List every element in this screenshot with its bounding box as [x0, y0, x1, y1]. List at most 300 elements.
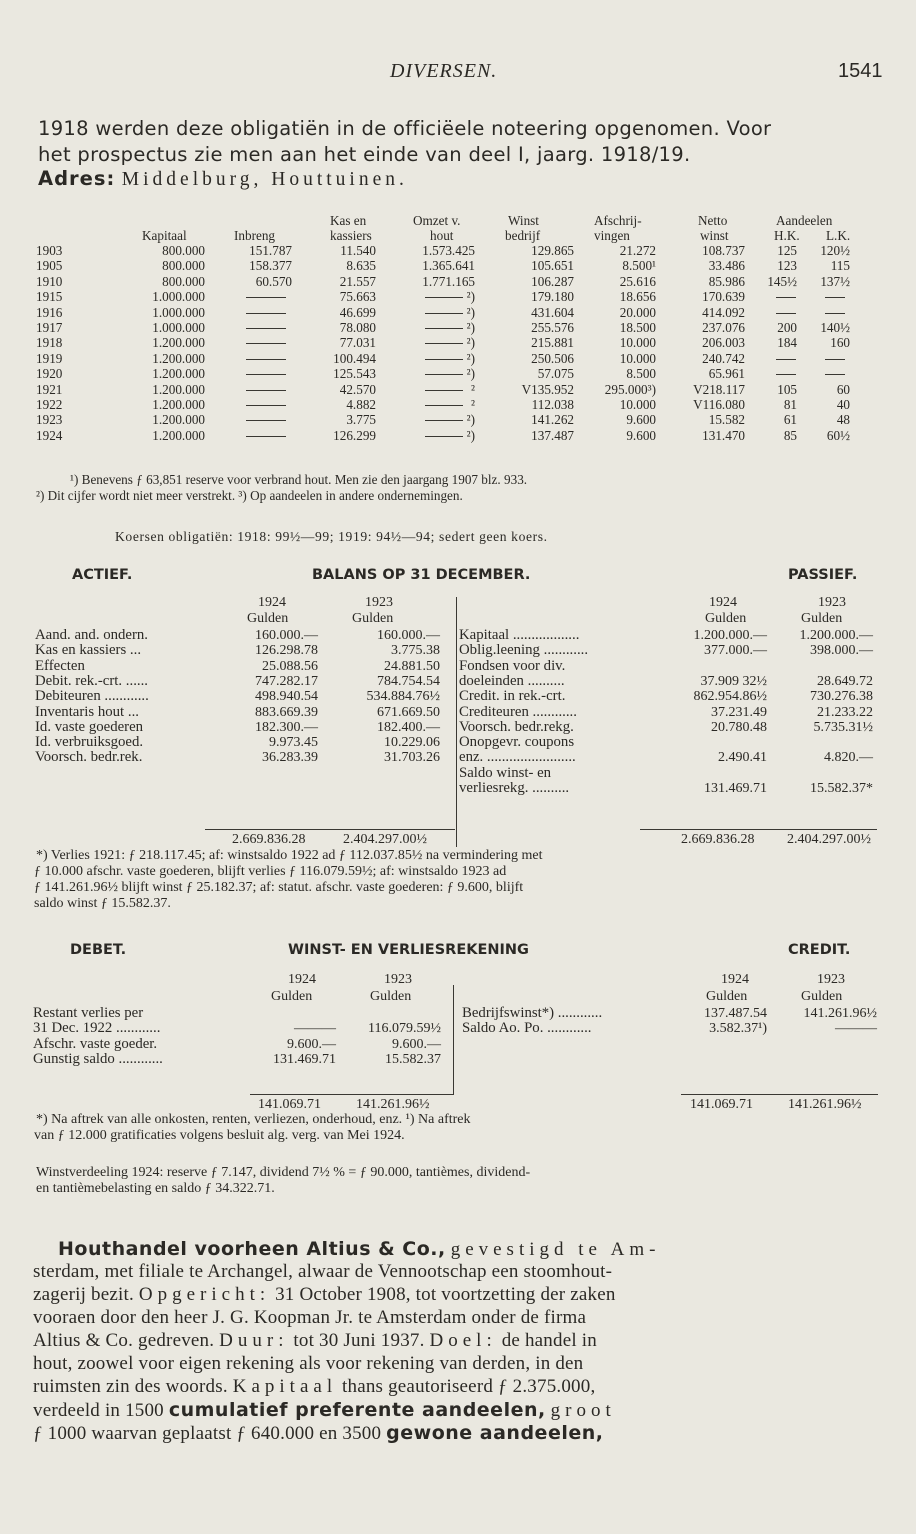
bal-gulden-a: Gulden — [247, 611, 289, 626]
dash-rule — [425, 328, 463, 329]
cell-omz: 1.771.165 — [422, 273, 475, 289]
liability-row-value-b: 398.000.— — [810, 643, 873, 659]
liability-row-value-a: 37.909 32½ — [700, 673, 767, 689]
asset-row-label: Id. vaste goederen — [35, 718, 144, 735]
asset-row-value-a: 25.088.56 — [262, 658, 318, 674]
asset-row-value-a: 182.300.— — [255, 719, 318, 735]
cell-year: 1916 — [36, 304, 63, 320]
company-para-line-4: vooraen door den heer J. G. Koopman Jr. te Amsterdam onder de firma — [33, 1307, 587, 1328]
table-note-2: ²) Dit cijfer wordt niet meer verstrekt. ³) Op aandeelen in andere ondernemingen. — [36, 488, 463, 503]
cell-year: 1924 — [36, 427, 63, 443]
liability-row-value-a: 377.000.— — [704, 643, 767, 659]
cell-win: 179.180 — [531, 289, 574, 305]
cell-lk: 160 — [830, 335, 850, 351]
cell-net: 33.486 — [708, 258, 745, 274]
company-para-line-9 — [33, 1422, 603, 1445]
pl-total-rule-left — [250, 1094, 453, 1095]
profit-distribution-2: en tantièmebelasting en saldo ƒ 34.322.71. — [36, 1181, 275, 1196]
running-title: DIVERSEN. — [390, 60, 498, 82]
cell-kas: 11.540 — [340, 243, 376, 258]
cell-year: 1917 — [36, 320, 63, 335]
liability-row-value-b: 28.649.72 — [817, 673, 873, 689]
pl-right-title: CREDIT. — [788, 942, 851, 958]
bal-total-left-a: 2.669.836.28 — [232, 832, 306, 847]
table-note-1: ¹) Benevens ƒ 63,851 reserve voor verbrand hout. Men zie den jaargang 1907 blz. 933. — [70, 472, 528, 487]
liability-row-label: doeleinden .......... — [459, 672, 565, 689]
asset-row-label: Debit. rek.-crt. ...... — [35, 672, 148, 689]
cell-afs: 21.272 — [619, 243, 656, 258]
label-duur: Duur: — [219, 1330, 289, 1351]
asset-row-label: Aand. and. ondern. — [35, 627, 148, 643]
cell-lk: 140½ — [820, 320, 850, 335]
dash-rule — [246, 390, 286, 391]
balance-title: BALANS OP 31 DECEMBER. — [312, 567, 531, 583]
pl-divider — [453, 985, 454, 1095]
credit-row-label: Saldo Ao. Po. ............ — [462, 1020, 592, 1037]
dash-rule — [246, 405, 286, 406]
asset-row-value-a: 498.940.54 — [255, 689, 318, 705]
dash-rule — [776, 374, 796, 375]
cell-kas: 42.570 — [339, 381, 376, 397]
pl-year-a: 1924 — [288, 972, 316, 987]
cell-lk: 115 — [830, 258, 850, 274]
col-head-kas-1: Kas en — [330, 213, 367, 228]
credit-row-label: Bedrijfswinst*) ............ — [462, 1005, 603, 1021]
asset-row-label: Debiteuren ............ — [35, 688, 149, 705]
company-text: verdeeld in 1500 — [33, 1400, 164, 1421]
asset-row-value-b: 160.000.— — [377, 628, 440, 643]
cell-inb: 158.377 — [249, 258, 292, 274]
cell-hk: 145½ — [767, 273, 797, 289]
asset-row-label: Id. verbruiksgoed. — [35, 734, 144, 751]
cell-hk: 85 — [783, 427, 797, 443]
cell-omz: ² — [471, 381, 475, 397]
asset-row-value-b: 534.884.76½ — [366, 689, 440, 705]
common-shares-term: gewone aandeelen, — [386, 1422, 604, 1444]
asset-row-value-a: 9.973.45 — [269, 735, 318, 751]
cell-year: 1905 — [36, 258, 63, 274]
address-label: Adres: — [38, 167, 116, 190]
cell-year: 1915 — [36, 289, 63, 305]
cell-kap: 1.200.000 — [152, 381, 205, 397]
dash-rule — [246, 374, 286, 375]
asset-row-label: Inventaris hout ... — [35, 703, 139, 720]
asset-row-value-b: 10.229.06 — [384, 735, 440, 751]
cell-year: 1923 — [36, 412, 63, 428]
asset-row-label: Voorsch. bedr.rek. — [35, 749, 143, 766]
bal-year-b-right: 1923 — [818, 595, 846, 610]
cell-net: 131.470 — [702, 427, 745, 443]
cell-hk: 61 — [783, 412, 797, 428]
credit-row-value-b: 141.261.96½ — [803, 1006, 877, 1021]
dash-rule — [425, 436, 463, 437]
col-head-hk: H.K. — [774, 228, 800, 243]
dash-rule — [825, 374, 845, 375]
debit-row-label: Afschr. vaste goeder. — [33, 1035, 158, 1052]
col-head-netto-2: winst — [700, 228, 729, 243]
credit-row-value-b: ——— — [835, 1021, 877, 1037]
cell-kap: 1.000.000 — [152, 304, 205, 320]
pl-total-left-a: 141.069.71 — [258, 1097, 321, 1112]
company-para-line-1 — [58, 1238, 661, 1261]
company-text: groot — [550, 1400, 616, 1421]
asset-row-value-a: 36.283.39 — [262, 750, 318, 766]
pl-gulden-b-right: Gulden — [801, 989, 843, 1004]
col-head-omzet-2: hout — [430, 228, 454, 243]
col-head-kas-2: kassiers — [330, 228, 372, 243]
bal-gulden-a-right: Gulden — [705, 611, 747, 626]
dash-rule — [246, 420, 286, 421]
intro-line-2: het prospectus zie men aan het einde van deel I, jaarg. 1918/19. — [38, 143, 691, 166]
company-para-line-3 — [33, 1284, 616, 1306]
cell-kap: 800.000 — [162, 273, 205, 289]
bal-gulden-b: Gulden — [352, 611, 394, 626]
bal-gulden-b-right: Gulden — [801, 611, 843, 626]
asset-row-value-b: 31.703.26 — [384, 750, 440, 766]
cell-kas: 4.882 — [346, 397, 376, 412]
dash-rule — [246, 313, 286, 314]
cell-lk: 137½ — [820, 273, 850, 289]
liability-row-label: Voorsch. bedr.rekg. — [459, 718, 574, 735]
balance-right-title: PASSIEF. — [788, 567, 858, 583]
dash-rule — [246, 343, 286, 344]
company-text: tot 30 Juni 1937. — [293, 1330, 425, 1351]
bal-total-right-b: 2.404.297.00½ — [787, 832, 871, 847]
pl-note-2: van ƒ 12.000 gratificaties volgens besluit alg. verg. van Mei 1924. — [34, 1128, 405, 1143]
company-text: ruimsten zin des woords. — [33, 1376, 228, 1397]
pl-gulden-a: Gulden — [271, 989, 313, 1004]
col-head-inbreng: Inbreng — [234, 228, 276, 243]
cell-afs: 18.500 — [619, 320, 656, 335]
cell-omz: ²) — [466, 350, 475, 366]
cell-afs: 9.600 — [626, 412, 656, 428]
cell-net: V218.117 — [693, 381, 745, 397]
page-number: 1541 — [838, 60, 883, 82]
asset-row-value-a: 883.669.39 — [255, 704, 318, 720]
cell-kas: 125.543 — [333, 366, 376, 382]
company-seat: gevestigd te Am- — [450, 1239, 661, 1260]
cell-hk: 123 — [777, 258, 797, 274]
liability-row-label: Saldo winst- en — [459, 764, 552, 781]
col-head-winst-1: Winst — [508, 213, 539, 228]
pl-title: WINST- EN VERLIESREKENING — [288, 942, 529, 958]
cell-kas: 100.494 — [333, 350, 376, 366]
cell-afs: 8.500¹ — [622, 258, 656, 274]
company-text: 31 October 1908, tot voortzetting der zaken — [275, 1284, 616, 1305]
liability-row-value-b: 15.582.37* — [810, 781, 873, 796]
company-name: Houthandel voorheen Altius & Co., — [58, 1238, 446, 1260]
cell-win: 137.487 — [531, 427, 574, 443]
debit-row-label: Restant verlies per — [33, 1005, 144, 1021]
col-head-kapitaal: Kapitaal — [142, 228, 187, 243]
dash-rule — [425, 374, 463, 375]
dash-rule — [776, 297, 796, 298]
liability-row-label: Fondsen voor div. — [459, 657, 566, 674]
cell-lk: 60 — [836, 381, 850, 397]
pl-total-rule-right — [681, 1094, 878, 1095]
bal-year-a-right: 1924 — [709, 595, 737, 610]
debit-row-value-a: 9.600.— — [287, 1036, 336, 1052]
cell-omz: ²) — [466, 335, 475, 351]
dash-rule — [246, 359, 286, 360]
liability-row-value-b: 21.233.22 — [817, 704, 873, 720]
debit-row-value-b: 15.582.37 — [385, 1051, 441, 1067]
balance-divider — [456, 597, 457, 829]
cell-afs: 295.000³) — [604, 381, 656, 397]
cell-net: 237.076 — [702, 320, 745, 335]
liability-row-label: Kapitaal .................. — [459, 627, 580, 643]
credit-row-value-a: 3.582.37¹) — [709, 1021, 767, 1037]
cell-afs: 10.000 — [619, 397, 656, 412]
liability-row-value-a: 2.490.41 — [718, 750, 767, 766]
liability-row-value-a: 131.469.71 — [704, 781, 767, 796]
cell-hk: 105 — [777, 381, 797, 397]
liability-row-label: enz. ........................ — [459, 749, 576, 766]
cell-afs: 9.600 — [626, 427, 656, 443]
cell-kas: 77.031 — [339, 335, 376, 351]
balance-note-3: ƒ 141.261.96½ blijft winst ƒ 25.182.37; af: statut. afschr. vaste goederen: ƒ 9.600, blijft — [34, 880, 524, 895]
cell-win: 215.881 — [531, 335, 574, 351]
asset-row-value-b: 671.669.50 — [377, 704, 440, 720]
dash-rule — [425, 343, 463, 344]
balance-divider-total — [456, 829, 457, 847]
cell-kap: 1.200.000 — [152, 366, 205, 382]
cell-win: 106.287 — [531, 273, 574, 289]
asset-row-label: Kas en kassiers ... — [35, 642, 142, 659]
pl-year-b-right: 1923 — [817, 972, 845, 987]
cell-net: 206.003 — [702, 335, 745, 351]
cell-afs: 20.000 — [619, 304, 656, 320]
cell-kap: 1.200.000 — [152, 397, 205, 412]
dash-rule — [825, 359, 845, 360]
cell-net: 65.961 — [708, 366, 745, 382]
cell-win: 431.604 — [531, 304, 574, 320]
liability-row-value-a: 1.200.000.— — [693, 628, 767, 643]
cell-hk: 200 — [777, 320, 797, 335]
cell-omz: ²) — [466, 412, 475, 428]
cell-kas: 75.663 — [339, 289, 376, 305]
asset-row-value-a: 747.282.17 — [255, 673, 318, 689]
cell-win: 141.262 — [531, 412, 574, 428]
pl-total-right-b: 141.261.96½ — [788, 1097, 862, 1112]
debit-row-label: 31 Dec. 1922 ............ — [33, 1020, 161, 1037]
company-text: de handel in — [501, 1330, 597, 1351]
dash-rule — [246, 328, 286, 329]
debit-row-value-a: ——— — [294, 1021, 336, 1037]
cell-afs: 25.616 — [619, 273, 656, 289]
cell-inb: 60.570 — [255, 273, 292, 289]
cell-win: 112.038 — [531, 397, 574, 412]
pl-year-b: 1923 — [384, 972, 412, 987]
address-line — [38, 167, 408, 191]
asset-row-value-b: 24.881.50 — [384, 658, 440, 674]
cell-net: 414.092 — [702, 304, 745, 320]
label-kapitaal: Kapitaal — [232, 1376, 338, 1397]
cell-kap: 1.200.000 — [152, 335, 205, 351]
balance-left-title: ACTIEF. — [72, 567, 133, 583]
pl-left-title: DEBET. — [70, 942, 127, 958]
balance-total-rule-left — [205, 829, 455, 830]
dash-rule — [246, 436, 286, 437]
cell-hk: 125 — [777, 243, 797, 258]
liability-row-value-b: 730.276.38 — [810, 689, 873, 705]
cell-net: 240.742 — [702, 350, 745, 366]
pl-gulden-a-right: Gulden — [706, 989, 748, 1004]
intro-line-1: 1918 werden deze obligatiën in de officiëele noteering opgenomen. Voor — [38, 117, 772, 140]
company-para-line-6: hout, zoowel voor eigen rekening als voor rekening van derden, in den — [33, 1353, 584, 1374]
cell-year: 1918 — [36, 335, 63, 351]
company-para-line-5 — [33, 1330, 597, 1352]
cell-year: 1921 — [36, 381, 63, 397]
liability-row-label: Credit. in rek.-crt. — [459, 688, 566, 705]
dash-rule — [425, 313, 463, 314]
cell-omz: ²) — [466, 366, 475, 382]
debit-row-value-b: 116.079.59½ — [368, 1021, 441, 1037]
dash-rule — [425, 420, 463, 421]
pl-gulden-b: Gulden — [370, 989, 412, 1004]
dash-rule — [425, 405, 463, 406]
cell-kap: 800.000 — [162, 243, 205, 258]
bal-year-b: 1923 — [365, 595, 393, 610]
cell-net: 85.986 — [708, 273, 745, 289]
debit-row-label: Gunstig saldo ............ — [33, 1050, 163, 1067]
col-head-lk: L.K. — [826, 228, 851, 243]
cell-kap: 1.200.000 — [152, 412, 205, 428]
cell-kas: 46.699 — [339, 304, 376, 320]
cell-year: 1910 — [36, 273, 63, 289]
col-head-afschr-1: Afschrij- — [594, 213, 642, 228]
col-head-winst-2: bedrijf — [505, 228, 541, 243]
debit-row-value-b: 9.600.— — [392, 1036, 441, 1052]
cell-kas: 21.557 — [339, 273, 376, 289]
balance-note-4: saldo winst ƒ 15.582.37. — [34, 896, 171, 911]
asset-row-value-b: 784.754.54 — [377, 673, 440, 689]
cell-omz: ²) — [466, 304, 475, 320]
cell-hk: 81 — [783, 397, 797, 412]
dash-rule — [425, 297, 463, 298]
cell-afs: 8.500 — [626, 366, 656, 382]
cell-omz: ² — [471, 397, 475, 412]
col-head-aand: Aandeelen — [776, 213, 833, 228]
cell-kas: 78.080 — [339, 320, 376, 335]
col-head-omzet-1: Omzet v. — [413, 213, 461, 228]
cell-kas: 3.775 — [346, 412, 376, 428]
col-head-netto-1: Netto — [698, 213, 728, 228]
liability-row-value-a: 37.231.49 — [711, 704, 767, 720]
label-doel: Doel: — [429, 1330, 497, 1351]
cell-kas: 8.635 — [346, 258, 376, 274]
liability-row-label: Oblig.leening ............ — [459, 642, 589, 659]
cell-win: V135.952 — [521, 381, 574, 397]
cell-net: 15.582 — [708, 412, 745, 428]
cell-lk: 120½ — [820, 243, 850, 258]
cell-win: 250.506 — [531, 350, 574, 366]
cell-kap: 1.200.000 — [152, 427, 205, 443]
liability-row-value-a: 862.954.86½ — [693, 689, 767, 705]
liability-row-label: verliesrekg. .......... — [459, 780, 570, 796]
liability-row-label: Crediteuren ............ — [459, 703, 577, 720]
bal-total-right-a: 2.669.836.28 — [681, 832, 755, 847]
pl-total-right-a: 141.069.71 — [690, 1097, 753, 1112]
asset-row-value-b: 3.775.38 — [391, 643, 440, 659]
cell-net: 108.737 — [702, 243, 745, 258]
address-value: Middelburg, Houttuinen. — [121, 169, 408, 190]
liability-row-value-b: 5.735.31½ — [813, 719, 873, 735]
asset-row-value-a: 160.000.— — [255, 628, 318, 643]
company-text: ƒ 1000 waarvan geplaatst ƒ 640.000 en 3500 — [33, 1423, 382, 1444]
cell-afs: 10.000 — [619, 350, 656, 366]
cell-kap: 1.000.000 — [152, 289, 205, 305]
bal-year-a: 1924 — [258, 595, 286, 610]
company-para-line-7 — [33, 1376, 595, 1398]
cell-omz: 1.365.641 — [422, 258, 475, 274]
balance-note-2: ƒ 10.000 afschr. vaste goederen, blijft verlies ƒ 116.079.59½; af: winstsaldo 1923 ad — [34, 864, 507, 879]
asset-row-value-b: 182.400.— — [377, 719, 440, 735]
asset-row-label: Effecten — [35, 657, 85, 674]
liability-row-label: Onopgevr. coupons — [459, 734, 575, 751]
cell-year: 1919 — [36, 350, 63, 366]
balance-total-rule-right — [640, 829, 877, 830]
liability-row-value-a: 20.780.48 — [711, 719, 767, 735]
pl-year-a-right: 1924 — [721, 972, 749, 987]
pl-total-left-b: 141.261.96½ — [356, 1097, 430, 1112]
company-para-line-2: sterdam, met filiale te Archangel, alwaar de Vennootschap een stoomhout- — [33, 1261, 613, 1282]
cell-year: 1920 — [36, 366, 63, 382]
cell-net: 170.639 — [702, 289, 745, 305]
cell-win: 129.865 — [531, 243, 574, 258]
cell-omz: 1.573.425 — [422, 243, 475, 258]
bal-total-left-b: 2.404.297.00½ — [343, 832, 427, 847]
dash-rule — [425, 359, 463, 360]
cell-hk: 184 — [777, 335, 797, 351]
asset-row-value-a: 126.298.78 — [255, 643, 318, 659]
cell-inb: 151.787 — [249, 243, 292, 258]
col-head-afschr-2: vingen — [594, 228, 630, 243]
cell-win: 105.651 — [531, 258, 574, 274]
cell-afs: 18.656 — [619, 289, 656, 305]
cell-kap: 1.000.000 — [152, 320, 205, 335]
cell-omz: ²) — [466, 289, 475, 305]
dash-rule — [776, 313, 796, 314]
cell-omz: ²) — [466, 320, 475, 335]
company-text: zagerij bezit. — [33, 1284, 134, 1305]
cell-kas: 126.299 — [333, 427, 376, 443]
balance-note-1: *) Verlies 1921: ƒ 218.117.45; af: winstsaldo 1922 ad ƒ 112.037.85½ na vermindering met — [36, 848, 543, 863]
cell-omz: ²) — [466, 427, 475, 443]
cell-lk: 60½ — [826, 427, 850, 443]
company-para-line-8 — [33, 1399, 616, 1422]
cell-year: 1922 — [36, 397, 63, 412]
cell-lk: 40 — [836, 397, 850, 412]
dash-rule — [776, 359, 796, 360]
preferred-shares-term: cumulatief preferente aandeelen, — [168, 1399, 546, 1421]
dash-rule — [246, 297, 286, 298]
cell-afs: 10.000 — [619, 335, 656, 351]
company-text: Altius & Co. gedreven. — [33, 1330, 215, 1351]
dash-rule — [825, 297, 845, 298]
dash-rule — [425, 390, 463, 391]
pl-note-1: *) Na aftrek van alle onkosten, renten, verliezen, onderhoud, enz. ¹) Na aftrek — [36, 1112, 471, 1127]
cell-kap: 1.200.000 — [152, 350, 205, 366]
debit-row-value-a: 131.469.71 — [273, 1051, 336, 1067]
dash-rule — [825, 313, 845, 314]
liability-row-value-b: 4.820.— — [824, 750, 873, 766]
cell-net: V116.080 — [693, 397, 745, 412]
company-text: thans geautoriseerd ƒ 2.375.000, — [342, 1376, 596, 1397]
liability-row-value-b: 1.200.000.— — [799, 628, 873, 643]
credit-row-value-a: 137.487.54 — [704, 1006, 767, 1021]
bond-quotes: Koersen obligatiën: 1918: 99½—99; 1919: 94½—94; sedert geen koers. — [115, 529, 548, 544]
